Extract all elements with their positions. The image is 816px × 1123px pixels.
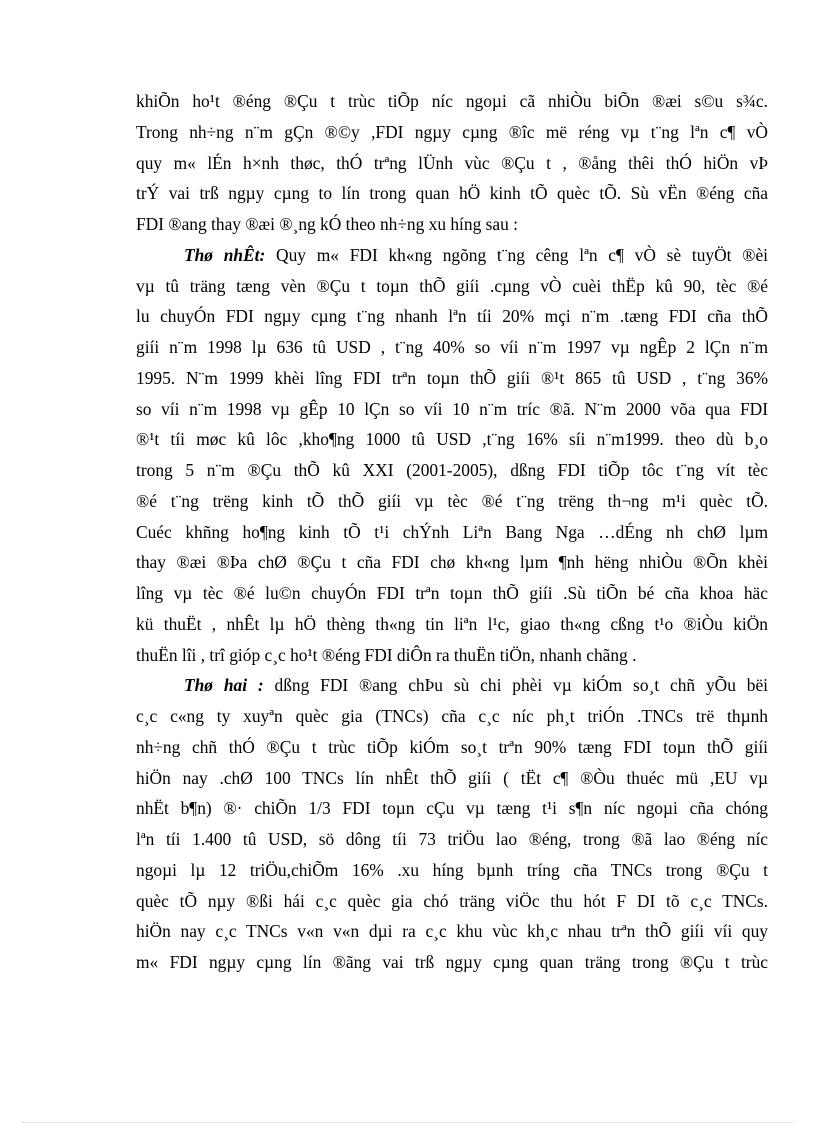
text-line: ngoµi lµ 12 triÖu,chiÕm 16% .xu híng bµnh tríng cña TNCs trong ®Çu t — [136, 859, 768, 880]
text-line: m« FDI ngµy cµng lín ®ãng vai trß ngµy cµng quan träng trong ®Çu t trùc — [136, 952, 768, 972]
text-line: 1995. N¨m 1999 khèi lîng FDI trªn toµn thÕ giíi ®¹t 865 tû USD , t¨ng 36% — [136, 367, 768, 388]
text-line: thuËn lîi , trî gióp c¸c ho¹t ®éng FDI diÔn ra thuËn tiÖn, nhanh chãng . — [136, 644, 637, 665]
text-line: lu chuyÓn FDI ngµy cµng t¨ng nhanh lªn tíi 20% mçi n¨m .tæng FDI cña thÕ — [136, 306, 768, 327]
text-run: Quy m« FDI kh«ng ngõng t¨ng cêng lªn c¶ vÒ sè tuyÖt ®èi — [265, 244, 768, 265]
text-line: trÝ vai trß ngµy cµng to lín trong quan hÖ kinh tÕ quèc tÕ. Sù vËn ®éng cña — [136, 183, 768, 204]
paragraph-lead: Thø nhÊt: — [184, 244, 266, 265]
text-line: FDI ®ang thay ®æi ®¸ng kÓ theo nh÷ng xu híng sau : — [136, 214, 518, 234]
text-line: khiÕn ho¹t ®éng ®Çu t trùc tiÕp níc ngoµi cã nhiÒu biÕn ®æi s©u s¾c. — [136, 91, 768, 111]
text-line: giíi n¨m 1998 lµ 636 tû USD , t¨ng 40% so víi n¨m 1997 vµ ngÊp 2 lÇn n¨m — [136, 337, 768, 357]
text-line: kü thuËt , nhÊt lµ hÖ thèng th«ng tin liªn l¹c, giao th«ng cßng t¹o ®iÒu kiÖn — [136, 613, 768, 634]
text-line: nhËt b¶n) ®· chiÕn 1/3 FDI toµn cÇu vµ tæng t¹i s¶n níc ngoµi cña chóng — [136, 798, 768, 819]
document-page — [136, 86, 768, 978]
text-line — [136, 670, 768, 701]
text-line: thay ®æi ®Þa chØ ®Çu t cña FDI chø kh«ng lµm ¶nh hëng nhiÒu ®Õn khèi — [136, 552, 768, 573]
text-line: vµ tû träng tæng vèn ®Çu t toµn thÕ giíi .cµng vÒ cuèi thËp kû 90, tèc ®é — [136, 275, 768, 296]
text-line: hiÖn nay c¸c TNCs v«n v«n dµi ra c¸c khu vùc kh¸c nhau trªn thÕ giíi víi quy — [136, 921, 768, 942]
text-run: dßng FDI ®ang chÞu sù chi phèi vµ kiÓm so¸t chñ yÕu bëi — [263, 675, 768, 696]
text-line: ®é t¨ng trëng kinh tÕ thÕ giíi vµ tèc ®é t¨ng trëng th¬ng m¹i quèc tÕ. — [136, 490, 768, 511]
text-line: lîng vµ tèc ®é lu©n chuyÓn FDI trªn toµn thÕ giíi .Sù tiÕn bé cña khoa häc — [136, 583, 768, 603]
text-line: Trong nh÷ng n¨m gÇn ®©y ,FDI ngµy cµng ®îc më réng vµ t¨ng lªn c¶ vÒ — [136, 121, 768, 142]
text-line: so víi n¨m 1998 vµ gÊp 10 lÇn so víi 10 n¨m tríc ®ã. N¨m 2000 võa qua FDI — [136, 398, 768, 419]
text-line: trong 5 n¨m ®Çu thÕ kû XXI (2001-2005), dßng FDI tiÕp tôc t¨ng vít tèc — [136, 460, 768, 480]
paragraph-second-trend — [136, 670, 768, 978]
text-line: ®¹t tíi møc kû lôc ,kho¶ng 1000 tû USD ,t¨ng 16% síi n¨m1999. theo dù b¸o — [136, 429, 768, 450]
paragraph-first-trend — [136, 240, 768, 671]
text-line: Cuéc khñng ho¶ng kinh tÕ t¹i chÝnh Liªn Bang Nga …dÉng nh chØ lµm — [136, 521, 768, 542]
text-line: nh÷ng chñ thÓ ®Çu t trùc tiÕp kiÓm so¸t trªn 90% tæng FDI toµn thÕ giíi — [136, 736, 768, 757]
paragraph-lead: Thø hai : — [184, 675, 264, 696]
text-line — [136, 240, 768, 271]
text-line: quèc tÕ nµy ®ßi hái c¸c quèc gia chó träng viÖc thu hót F DI tõ c¸c TNCs. — [136, 890, 768, 911]
paragraph-intro — [136, 86, 768, 240]
text-line: quy m« lÉn h×nh thøc, thÓ trªng lÜnh vùc ®Çu t , ®ång thêi thÓ hiÖn vÞ — [136, 152, 768, 173]
text-line: lªn tíi 1.400 tû USD, sö dông tíi 73 triÖu lao ®éng, trong ®ã lao ®éng níc — [136, 829, 768, 849]
text-line: c¸c c«ng ty xuyªn quèc gia (TNCs) cña c¸c níc ph¸t triÓn .TNCs trë thµnh — [136, 706, 768, 726]
text-line: hiÖn nay .chØ 100 TNCs lín nhÊt thÕ giíi ( tËt c¶ ®Òu thuéc mü ,EU vµ — [136, 767, 768, 788]
